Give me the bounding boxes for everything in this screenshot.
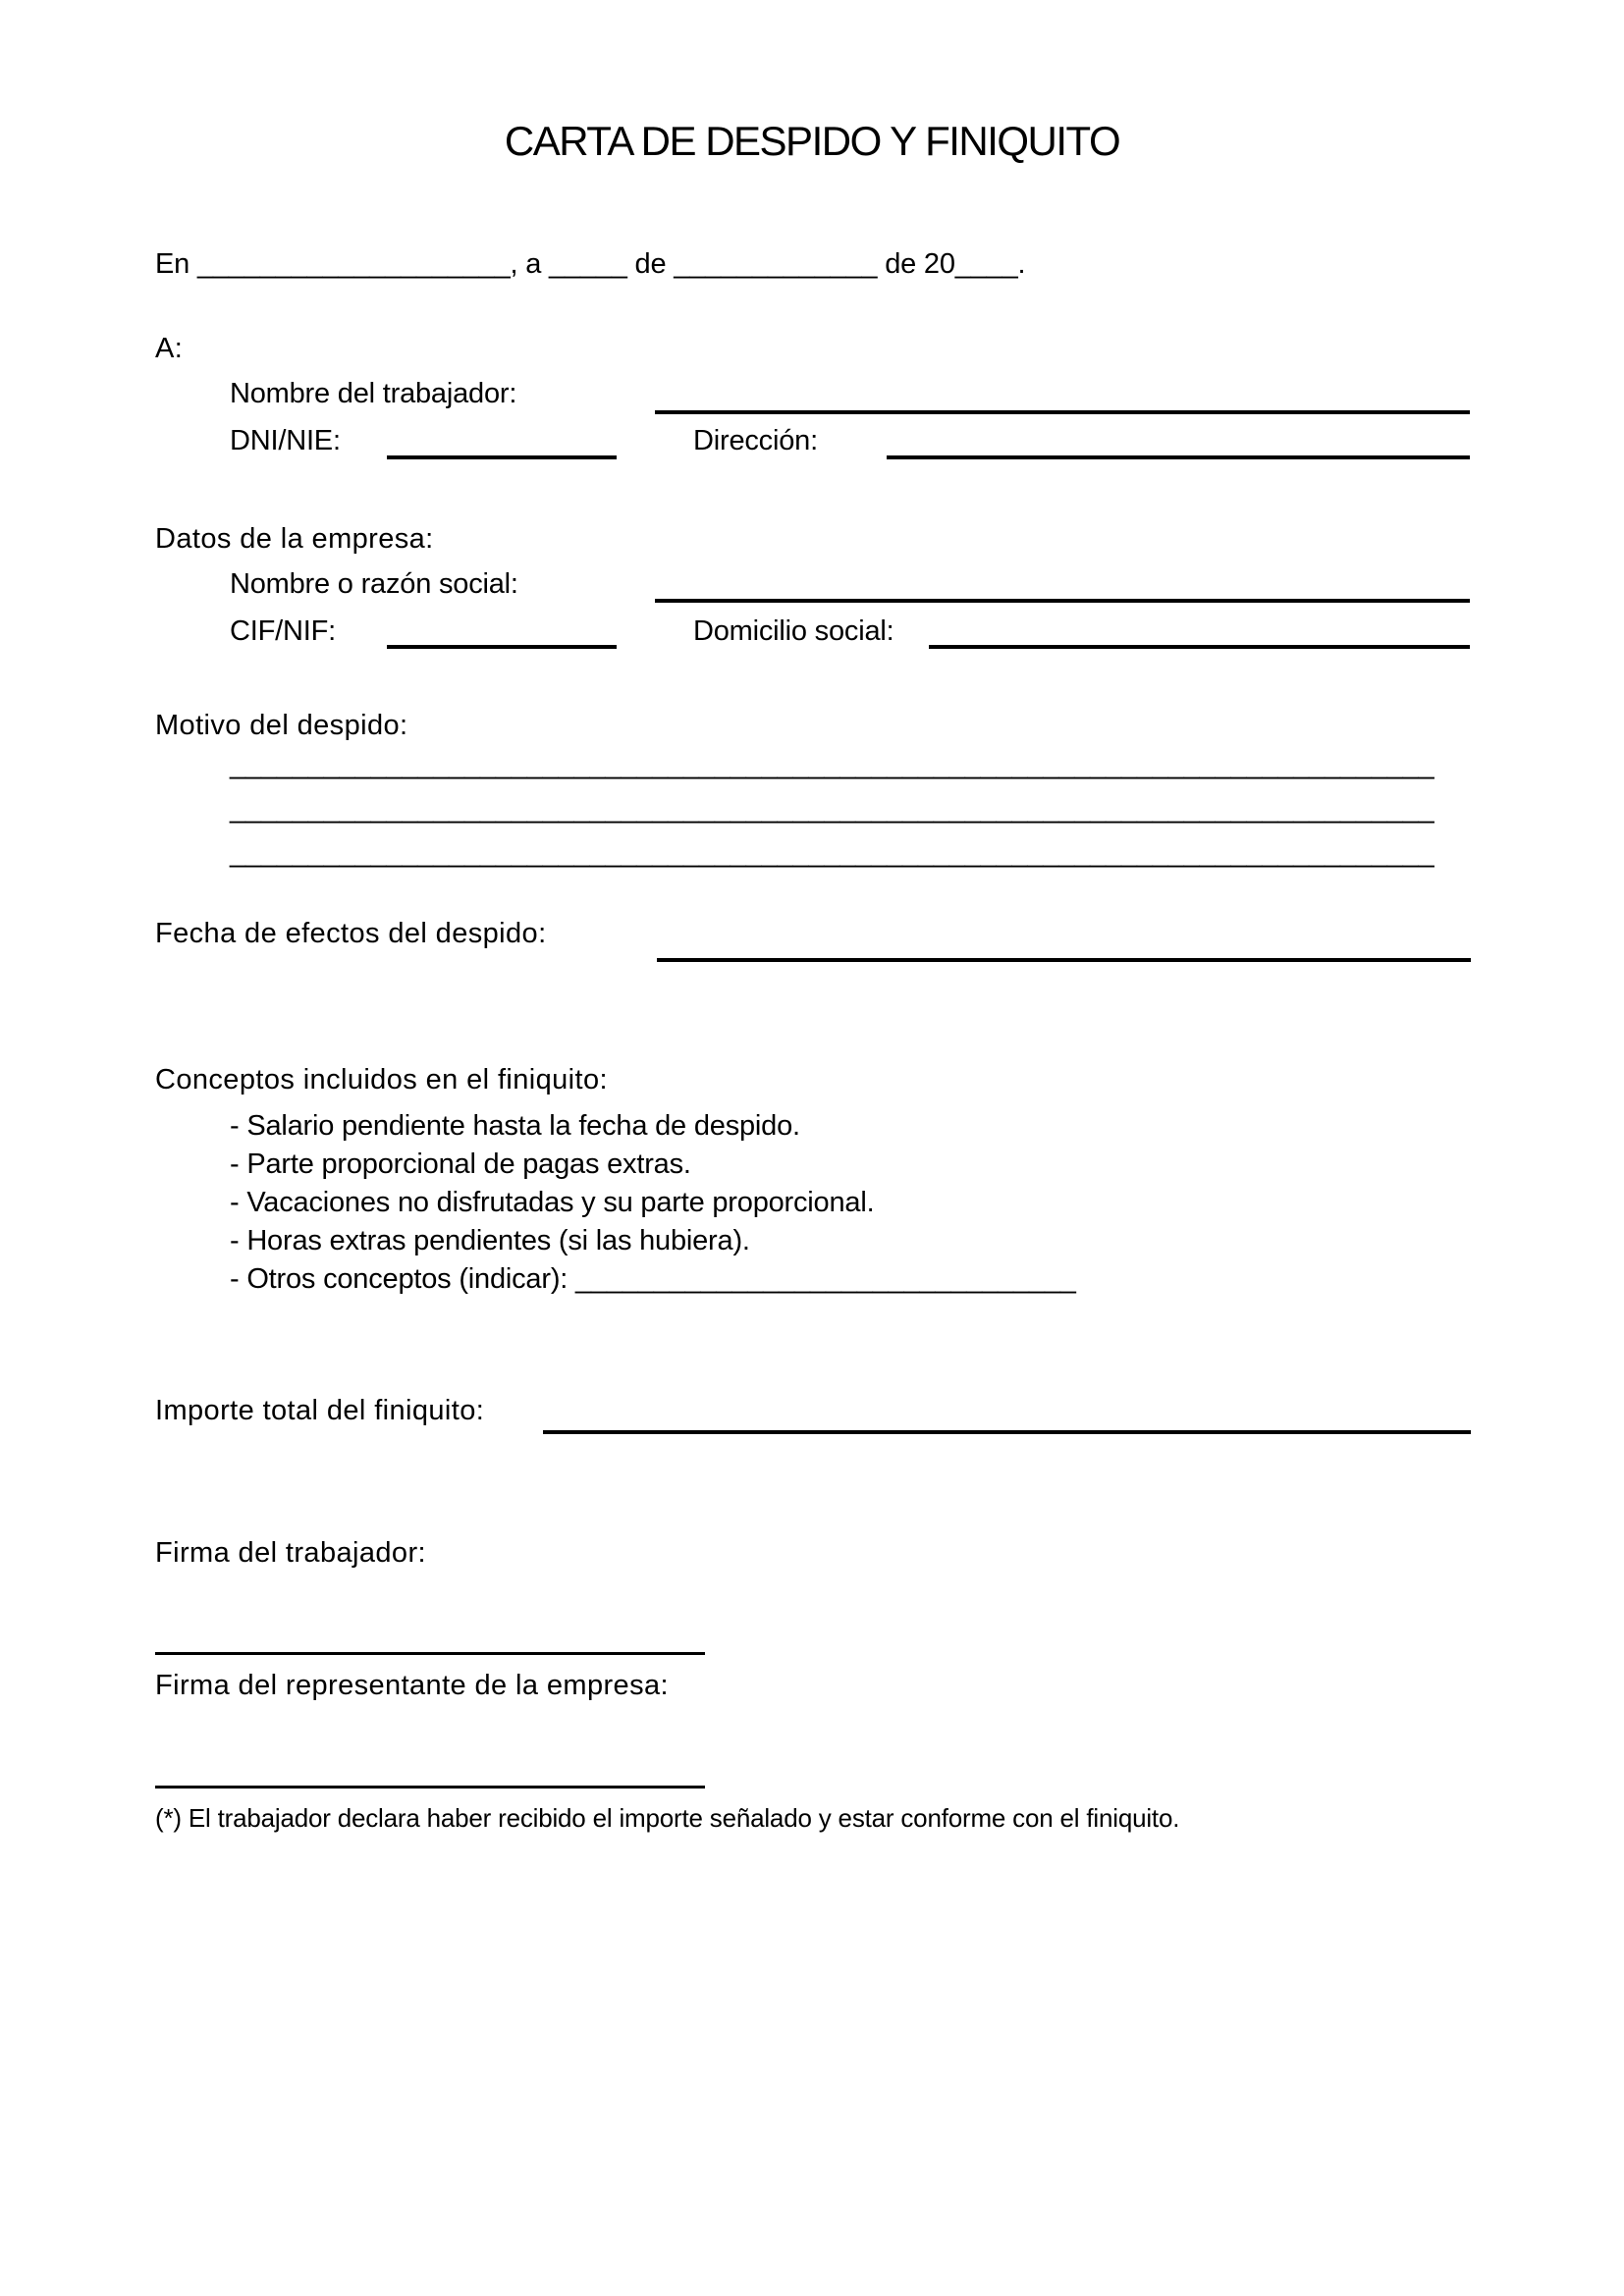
company-section-heading: Datos de la empresa: [155, 523, 434, 555]
dismissal-reason-blank-line[interactable]: _____________________________________________________________________________ [230, 793, 1435, 825]
date-day-separator: , a [510, 248, 542, 280]
company-cif-field-line[interactable] [387, 645, 617, 649]
worker-dni-field-line[interactable] [387, 455, 617, 459]
worker-address-field-line[interactable] [887, 455, 1470, 459]
dismissal-reason-blank-line[interactable]: _____________________________________________________________________________ [230, 837, 1435, 869]
company-name-field-line[interactable] [655, 599, 1470, 603]
settlement-other-item-label: - Otros conceptos (indicar): [230, 1263, 568, 1295]
settlement-total-field-line[interactable] [543, 1430, 1471, 1434]
worker-address-label: Dirección: [693, 425, 818, 456]
settlement-other-blank[interactable]: ________________________________ [575, 1263, 1076, 1295]
settlement-heading: Conceptos incluidos en el finiquito: [155, 1064, 608, 1095]
date-period: . [1017, 248, 1026, 280]
company-address-field-line[interactable] [929, 645, 1470, 649]
effective-date-label: Fecha de efectos del despido: [155, 918, 547, 949]
effective-date-field-line[interactable] [657, 958, 1471, 962]
company-cif-label: CIF/NIF: [230, 615, 336, 647]
company-address-label: Domicilio social: [693, 615, 894, 647]
settlement-item: - Vacaciones no disfrutadas y su parte proporcional. [230, 1187, 875, 1218]
date-year-blank[interactable]: ____ [954, 248, 1018, 280]
worker-signature-label: Firma del trabajador: [155, 1537, 426, 1569]
dismissal-reason-blank-line[interactable]: _____________________________________________________________________________ [230, 749, 1435, 780]
recipient-heading: A: [155, 333, 184, 364]
company-signature-label: Firma del representante de la empresa: [155, 1670, 669, 1701]
settlement-item: - Salario pendiente hasta la fecha de despido. [230, 1110, 800, 1142]
worker-name-field-line[interactable] [655, 410, 1470, 414]
company-signature-line[interactable] [155, 1786, 705, 1789]
worker-dni-label: DNI/NIE: [230, 425, 341, 456]
settlement-item: - Horas extras pendientes (si las hubiera). [230, 1225, 750, 1256]
company-name-label: Nombre o razón social: [230, 568, 518, 600]
worker-name-label: Nombre del trabajador: [230, 378, 517, 409]
date-city-blank[interactable]: ____________________ [196, 248, 511, 280]
footnote: (*) El trabajador declara haber recibido el importe señalado y estar conforme con el finiquito. [155, 1803, 1180, 1833]
settlement-other-item [230, 1262, 1076, 1296]
date-month-separator: de [634, 248, 667, 280]
date-day-blank[interactable]: _____ [549, 248, 627, 280]
settlement-item: - Parte proporcional de pagas extras. [230, 1148, 691, 1180]
date-prefix: En [155, 248, 190, 280]
document-title: CARTA DE DESPIDO Y FINIQUITO [504, 118, 1120, 164]
worker-signature-line[interactable] [155, 1652, 705, 1655]
dismissal-reason-heading: Motivo del despido: [155, 710, 408, 741]
settlement-total-label: Importe total del finiquito: [155, 1395, 485, 1426]
date-month-blank[interactable]: _____________ [674, 248, 878, 280]
date-year-separator: de 20 [885, 248, 955, 280]
date-line [155, 247, 1025, 281]
